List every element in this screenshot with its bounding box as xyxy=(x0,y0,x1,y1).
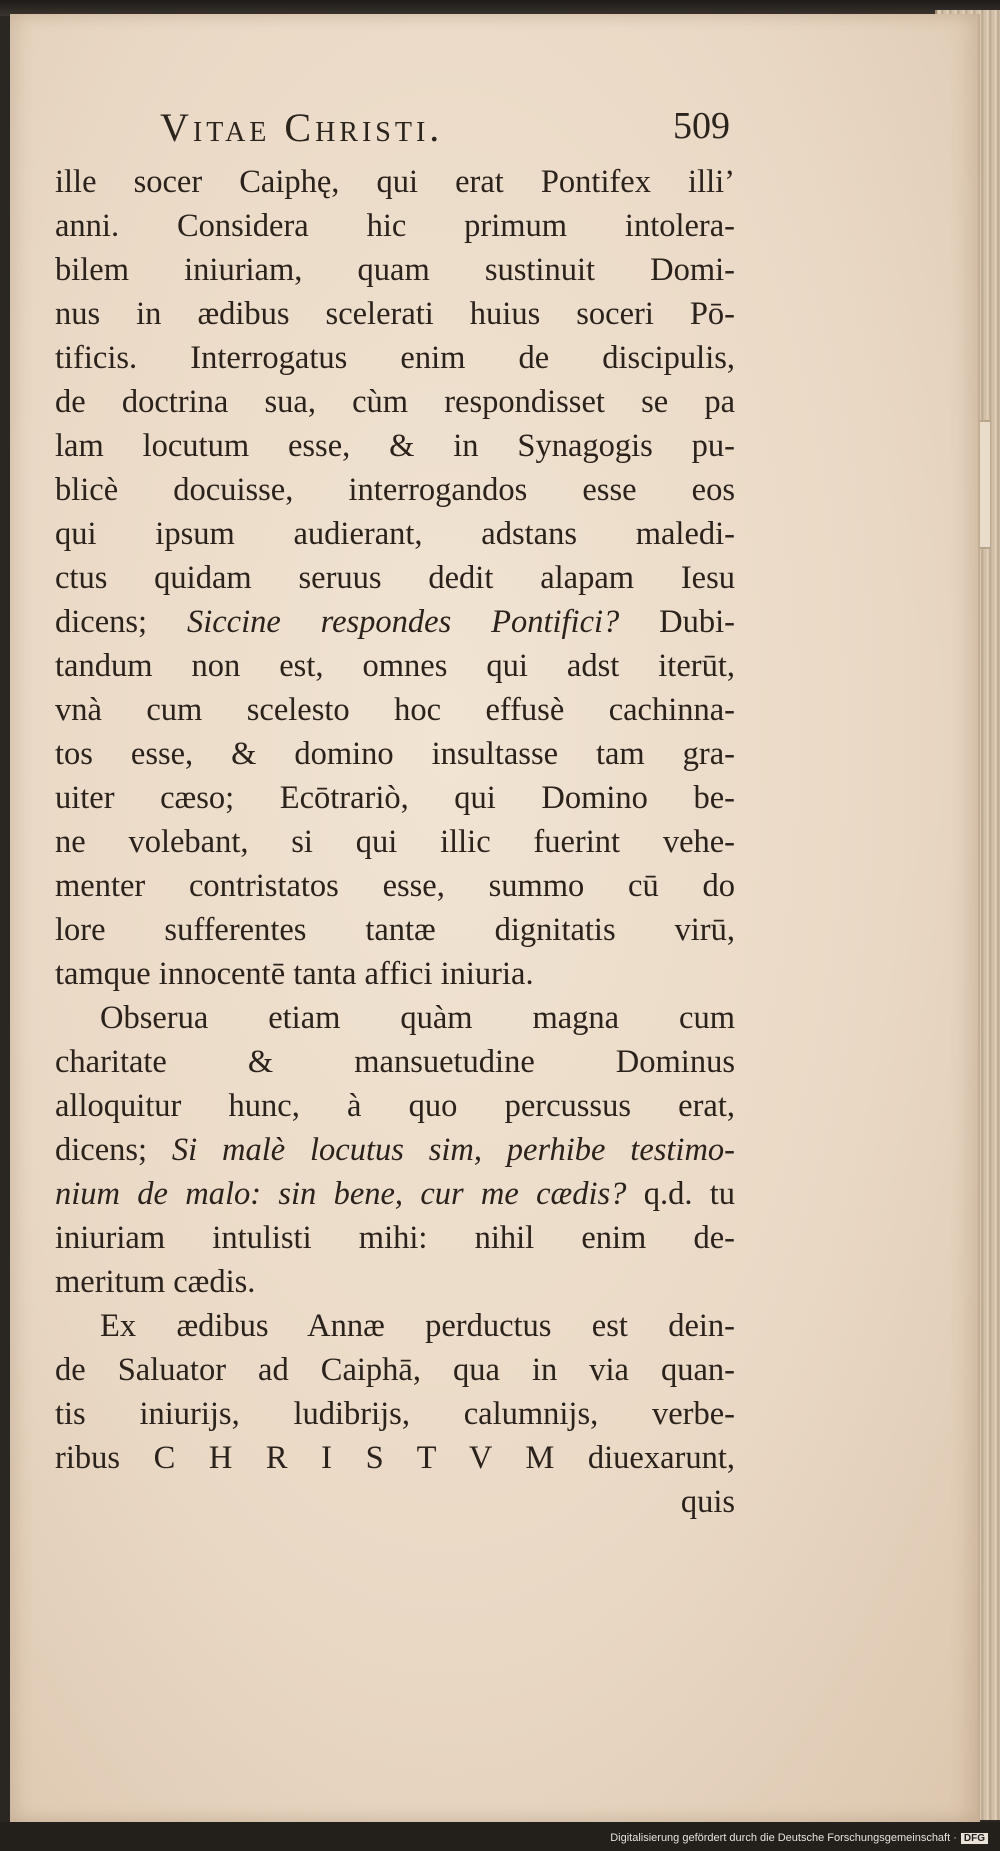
body-text xyxy=(55,160,735,1524)
text-line-post: Dubi- xyxy=(619,604,735,640)
text-line-pre: dicens; xyxy=(55,1132,172,1168)
text-line xyxy=(55,1172,735,1216)
text-line-italic-quote: Si malè locutus sim, perhibe testimo- xyxy=(171,1132,735,1168)
text-line: menter contristatos esse, summo cū do xyxy=(55,868,735,904)
text-line: bilem iniuriam, quam sustinuit Domi- xyxy=(55,252,735,288)
text-line xyxy=(55,600,735,644)
running-title: Vitae Christi. xyxy=(160,105,444,150)
text-line: lam locutum esse, & in Synagogis pu- xyxy=(55,428,735,464)
text-line: meritum cædis. xyxy=(55,1264,256,1300)
text-line: ribus C H R I S T V M diuexarunt, xyxy=(55,1440,735,1476)
text-line: Ex ædibus Annæ perductus est dein- xyxy=(100,1308,735,1344)
text-line: tificis. Interrogatus enim de discipulis, xyxy=(55,340,735,376)
text-line: qui ipsum audierant, adstans maledi- xyxy=(55,516,735,552)
text-line-italic-quote: nium de malo: sin bene, cur me cædis? xyxy=(55,1176,627,1212)
text-line: Obserua etiam quàm magna cum xyxy=(100,1000,735,1036)
text-line: blicè docuisse, interrogandos esse eos xyxy=(55,472,735,508)
catchword: quis xyxy=(680,1484,735,1520)
text-line: de Saluator ad Caiphā, qua in via quan- xyxy=(55,1352,735,1388)
text-line: tandum non est, omnes qui adst iterūt, xyxy=(55,648,735,684)
page-header xyxy=(160,104,730,154)
text-line: alloquitur hunc, à quo percussus erat, xyxy=(55,1088,735,1124)
text-line: ctus quidam seruus dedit alapam Iesu xyxy=(55,560,735,596)
text-line: de doctrina sua, cùm respondisset se pa xyxy=(55,384,735,420)
text-line: lore sufferentes tantæ dignitatis virū, xyxy=(55,912,735,948)
digitization-credit xyxy=(610,1832,988,1844)
text-line: anni. Considera hic primum intolera- xyxy=(55,208,735,244)
page-number: 509 xyxy=(673,105,730,147)
text-line: tamque innocentē tanta affici iniuria. xyxy=(55,956,534,992)
book-page xyxy=(10,14,980,1822)
text-line: ne volebant, si qui illic fuerint vehe- xyxy=(55,824,735,860)
text-line: charitate & mansuetudine Dominus xyxy=(55,1044,735,1080)
text-line-post: q.d. tu xyxy=(626,1176,736,1212)
dfg-logo: DFG xyxy=(961,1833,988,1844)
text-line: vnà cum scelesto hoc effusè cachinna- xyxy=(55,692,735,728)
text-line: ille socer Caiphę, qui erat Pontifex illi’ xyxy=(55,164,735,200)
text-line: nus in ædibus scelerati huius soceri Pō- xyxy=(55,296,735,332)
credit-text: Digitalisierung gefördert durch die Deutsche Forschungsgemeinschaft · xyxy=(610,1832,957,1844)
text-line-pre: dicens; xyxy=(55,604,187,640)
text-line: tis iniurijs, ludibrijs, calumnijs, verbe- xyxy=(55,1396,735,1432)
text-line: iniuriam intulisti mihi: nihil enim de- xyxy=(55,1220,735,1256)
text-line xyxy=(55,1128,735,1172)
text-line-italic-quote: Siccine respondes Pontifici? xyxy=(186,604,620,640)
text-line: uiter cæso; Ecōtrariò, qui Domino be- xyxy=(55,780,735,816)
text-line: tos esse, & domino insultasse tam gra- xyxy=(55,736,735,772)
